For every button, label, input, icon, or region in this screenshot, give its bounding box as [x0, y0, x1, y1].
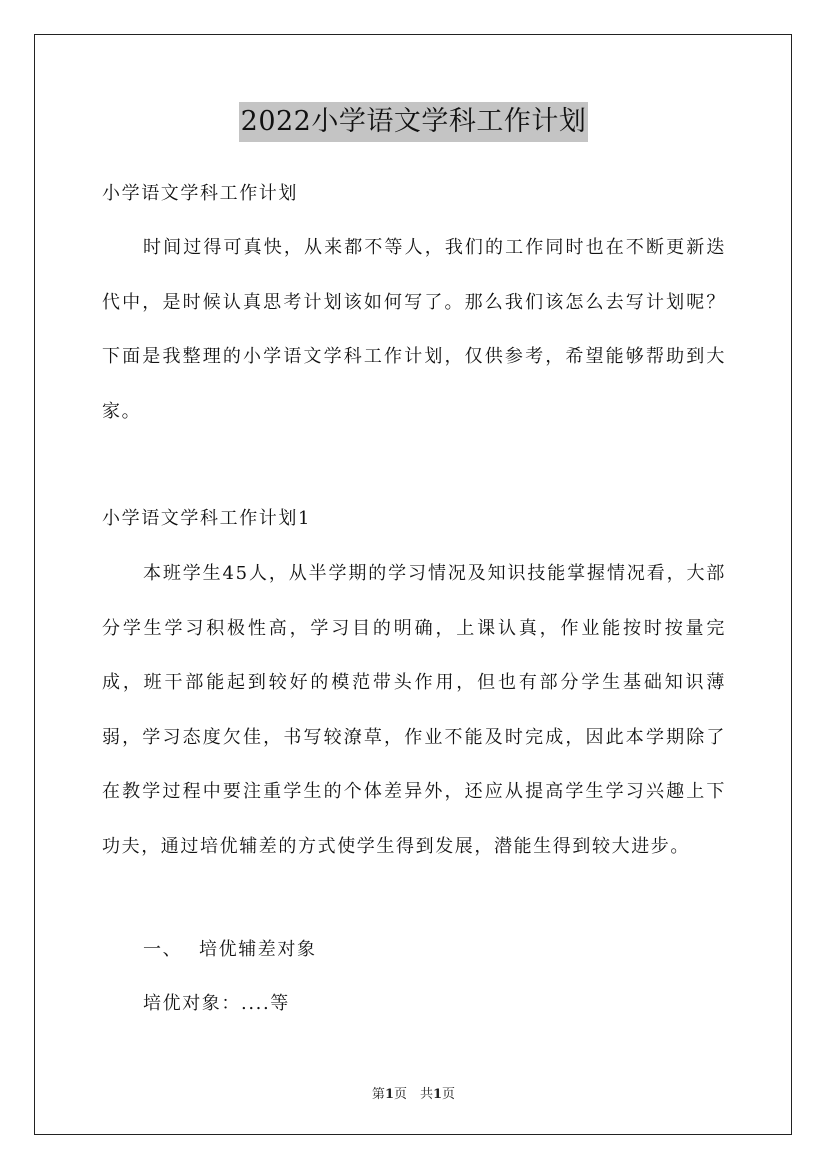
title-container [0, 102, 827, 142]
document-title: 2022小学语文学科工作计划 [239, 102, 589, 142]
list-item [143, 936, 767, 964]
section-heading: 小学语文学科工作计划1 [102, 508, 312, 529]
footer-page-current: 1 [384, 1087, 394, 1102]
footer-mid: 页 共 [393, 1087, 433, 1102]
footer-prefix: 第 [371, 1087, 385, 1102]
section-body-paragraph: 本班学生45人，从半学期的学习情况及知识技能掌握情况看，大部分学生学习积极性高，学习目的明确，上课认真，作业能按时按量完成，班干部能起到较好的模范带头作用，但也有部分学生基础知识薄弱，学习态度欠佳，书写较潦草，作业不能及时完成，因此本学期除了在教学过程中要注重学生的个体差异外，还应从提高学生学习兴趣上下功夫，通过培优辅差的方式使学生得到发展，潜能生得到较大进步。 [102, 563, 726, 857]
list-item-number: 一、 [143, 939, 183, 960]
list-item-detail: 培优对象：....等 [143, 993, 290, 1014]
footer-page-total: 1 [433, 1087, 443, 1102]
document-subtitle: 小学语文学科工作计划 [102, 183, 298, 204]
intro-paragraph: 时间过得可真快，从来都不等人，我们的工作同时也在不断更新迭代中，是时候认真思考计划该如何写了。那么我们该怎么去写计划呢？下面是我整理的小学语文学科工作计划，仅供参考，希望能够帮助到大家。 [102, 237, 726, 422]
footer-suffix: 页 [442, 1087, 456, 1102]
page-footer [0, 1083, 827, 1102]
list-item-text: 培优辅差对象 [199, 939, 317, 960]
